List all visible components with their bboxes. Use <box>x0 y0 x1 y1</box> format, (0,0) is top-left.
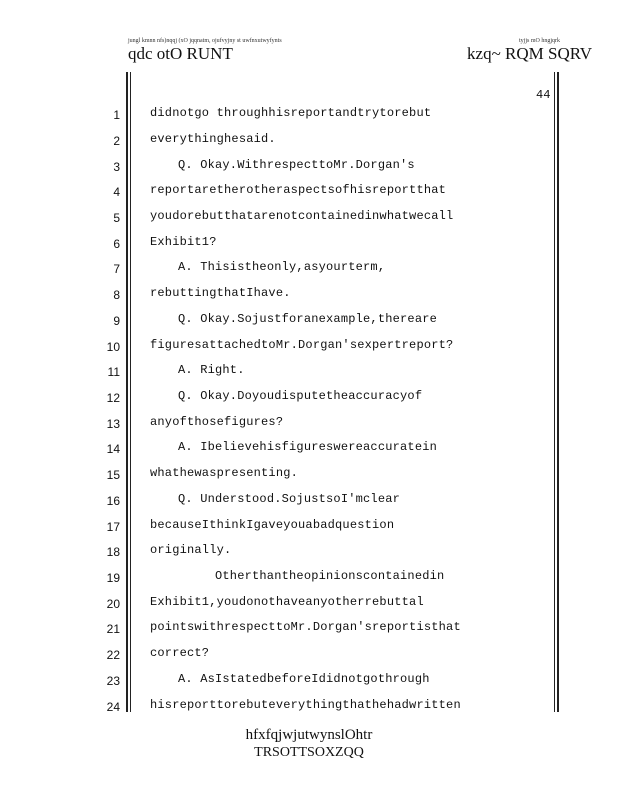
header-right-caption: tyjjs mO hngjqrk <box>518 38 560 44</box>
transcript-line: anyofthosefigures? <box>150 415 284 429</box>
line-number: 8 <box>113 288 120 302</box>
line-number: 2 <box>113 134 120 148</box>
line-number: 19 <box>106 571 120 585</box>
transcript-line: figuresattachedtoMr.Dorgan'sexpertreport? <box>150 338 454 352</box>
transcript-line: A. Right. <box>178 363 245 377</box>
line-number: 24 <box>106 700 120 714</box>
transcript-line: hisreporttorebuteverythingthathehadwritten <box>150 698 461 712</box>
transcript-line: A. Ibelievehisfigureswereaccuratein <box>178 440 438 454</box>
line-number: 9 <box>113 314 120 328</box>
right-margin-rule <box>557 72 559 712</box>
line-number: 21 <box>106 622 120 636</box>
left-margin-rule-inner <box>130 72 131 712</box>
line-number: 6 <box>113 237 120 251</box>
header-right-title: kzq~ RQM SQRV <box>467 44 592 63</box>
transcript-line: Q. Okay.Sojustforanexample,thereare <box>178 312 438 326</box>
line-number: 16 <box>106 494 120 508</box>
transcript-line: didnotgo throughhisreportandtrytorebut <box>150 106 432 120</box>
transcript-line: whathewaspresenting. <box>150 466 299 480</box>
line-number: 15 <box>106 468 120 482</box>
transcript-line: reportaretherotheraspectsofhisreportthat <box>150 183 447 197</box>
transcript-line: Otherthantheopinionscontainedin <box>215 569 445 583</box>
transcript-line: Q. Okay.WithrespecttoMr.Dorgan's <box>178 158 415 172</box>
line-number: 22 <box>106 648 120 662</box>
line-number: 7 <box>113 262 120 276</box>
page-number: 44 <box>536 88 551 102</box>
transcript-line: Q. Okay.Doyoudisputetheaccuracyof <box>178 389 423 403</box>
transcript-line: Exhibit1? <box>150 235 217 249</box>
header-left-title: qdc otO RUNT <box>128 44 233 63</box>
line-number: 17 <box>106 520 120 534</box>
transcript-line: becauseIthinkIgaveyouabadquestion <box>150 518 395 532</box>
transcript-line: Exhibit1,youdonothaveanyotherrebuttal <box>150 595 424 609</box>
line-number: 10 <box>106 340 120 354</box>
transcript-line: originally. <box>150 543 232 557</box>
transcript-line: rebuttingthatIhave. <box>150 286 291 300</box>
line-number: 14 <box>106 442 120 456</box>
line-number: 4 <box>113 185 120 199</box>
left-margin-rule <box>126 72 128 712</box>
right-margin-rule-inner <box>554 72 555 712</box>
transcript-line: correct? <box>150 646 210 660</box>
line-number: 1 <box>113 108 120 122</box>
line-number: 20 <box>106 597 120 611</box>
line-number: 12 <box>106 391 120 405</box>
transcript-line: A. AsIstatedbeforeIdidnotgothrough <box>178 672 430 686</box>
line-number: 11 <box>107 365 120 379</box>
line-number: 13 <box>106 417 120 431</box>
line-number: 23 <box>106 674 120 688</box>
line-number: 5 <box>113 211 120 225</box>
footer-line-1: hfxfqjwjutwynslOhtr <box>245 727 373 743</box>
line-number: 18 <box>106 545 120 559</box>
header-left-caption: jungl kmnn nfs)nqqj (xO jqqnatm, ojufvyjny st uwfnxutwyfynts <box>128 38 282 44</box>
transcript-line: youdorebutthatarenotcontainedinwhatwecall <box>150 209 454 223</box>
footer-line-2: TRSOTTSOXZQQ <box>254 745 364 760</box>
transcript-line: everythinghesaid. <box>150 132 276 146</box>
transcript-line: A. Thisistheonly,asyourterm, <box>178 260 386 274</box>
transcript-line: pointswithrespecttoMr.Dorgan'sreportisthat <box>150 620 461 634</box>
transcript-line: Q. Understood.SojustsoI'mclear <box>178 492 401 506</box>
line-number: 3 <box>113 160 120 174</box>
